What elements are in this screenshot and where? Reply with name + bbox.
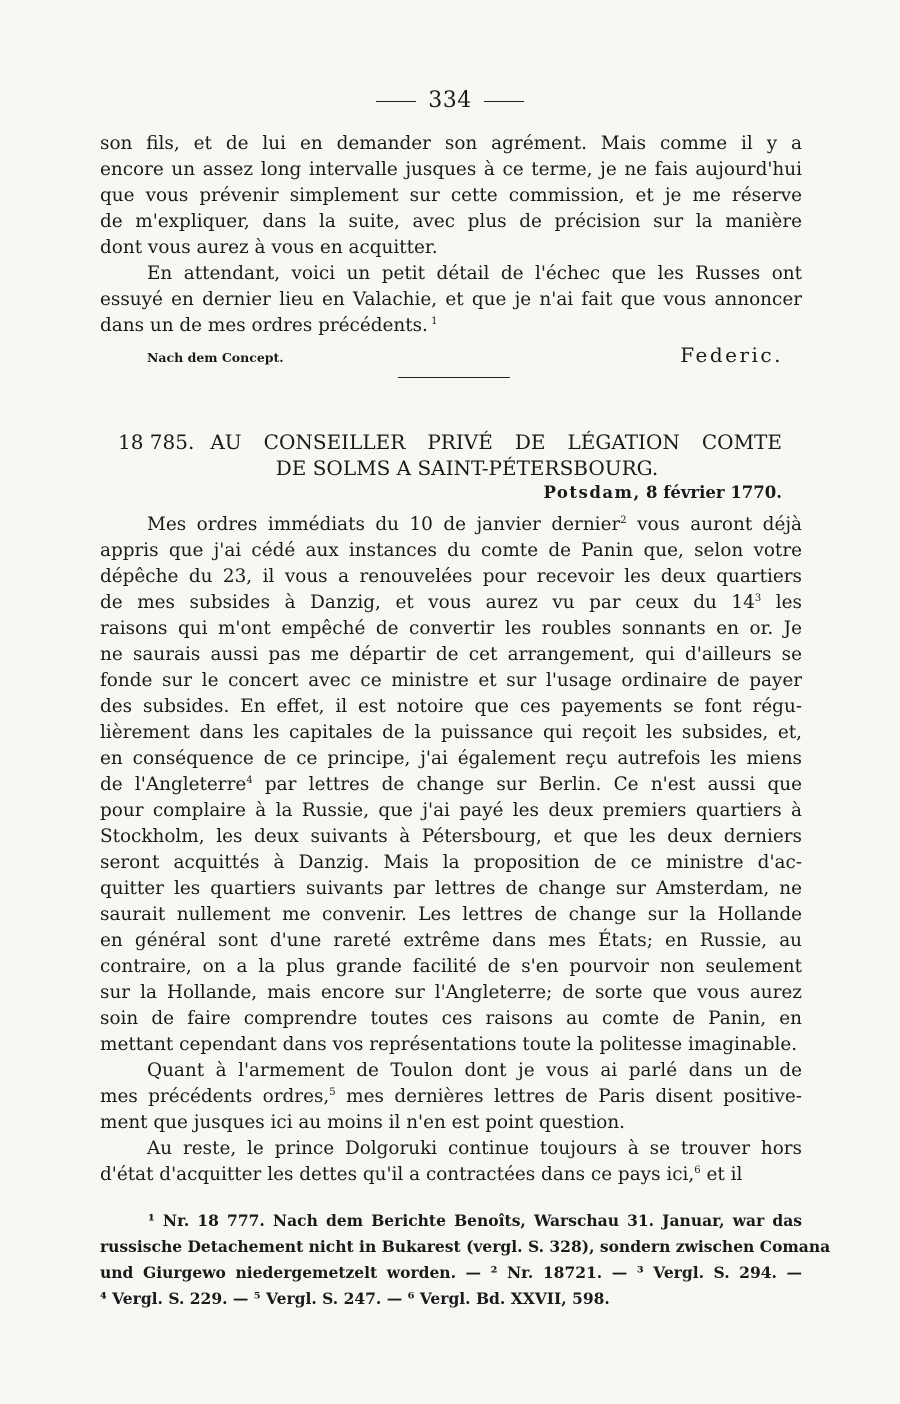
signature: Federic. [680,343,783,367]
text-line [100,157,802,183]
letter-title-line-2: DE SOLMS A SAINT-PÉTERSBOURG. [275,456,659,480]
text-line [100,287,802,313]
text-line-continuation: par lettres de change sur Berlin. Ce n'est aussi que [252,774,803,795]
page-number [0,88,900,113]
text-line [100,538,802,564]
text-line [100,798,802,824]
text-line-content: de mes subsides à Danzig, et vous aurez vu par ceux du 14 [100,592,755,613]
text-line-content: Stockholm, les deux suivants à Pétersbourg, et que les deux derniers [100,826,802,847]
text-line-content: en général sont d'une rareté extrême dans mes États; en Russie, au [100,930,802,951]
footnote-line: ⁴ Vergl. S. 229. — ⁵ Vergl. S. 247. — ⁶ Vergl. Bd. XXVII, 598. [100,1289,610,1308]
text-line [100,131,802,157]
text-line-content: essuyé en dernier lieu en Valachie, et que je n'ai fait que vous annoncer [100,289,802,310]
text-line-continuation: mes dernières lettres de Paris disent positive- [335,1086,803,1107]
text-line [100,746,802,772]
section-divider [398,377,510,378]
text-line-continuation: vous auront déjà [626,514,803,535]
text-line [100,928,802,954]
text-line-content: son fils, et de lui en demander son agrément. Mais comme il y a [100,133,802,154]
page-number-dash-left [376,101,416,102]
text-line [100,1058,802,1084]
text-line-content: de l'Angleterre [100,774,247,795]
text-line-content: raisons qui m'ont empêché de convertir les roubles sonnants en or. Je [100,618,802,639]
text-line-content: ment que jusques ici au moins il n'en est point question. [100,1112,626,1133]
text-line-continuation: et il [700,1164,743,1185]
letter-body [100,512,802,1188]
text-line-content: en conséquence de ce principe, j'ai également reçu autrefois les miens [100,748,802,769]
text-line [100,1006,802,1032]
text-line [100,1136,802,1162]
text-line-content: dans un de mes ordres précédents. [100,315,428,336]
text-line [100,313,802,339]
footnote-ref: 1 [427,316,438,327]
text-line-content: lièrement dans les capitales de la puissance qui reçoit les subsides, et, [100,722,802,743]
text-line-content: dépêche du 23, il vous a renouvelées pour recevoir les deux quartiers [100,566,802,587]
footnote-ref: 4 [246,775,253,786]
text-line [100,183,802,209]
text-line-content: de m'expliquer, dans la suite, avec plus de précision sur la manière [100,211,802,232]
text-line-content: appris que j'ai cédé aux instances du comte de Panin que, selon votre [100,540,802,561]
source-note: Nach dem Concept. [147,350,284,365]
text-line-content: saurait nullement me convenir. Les lettres de change sur la Hollande [100,904,802,925]
footnote-ref: 6 [694,1165,701,1176]
text-line-content: pour complaire à la Russie, que j'ai payé les deux premiers quartiers à [100,800,802,821]
text-line [100,694,802,720]
text-line [100,1084,802,1110]
text-line [100,980,802,1006]
text-line-content: mes précédents ordres, [100,1086,330,1107]
text-line [100,616,802,642]
text-line-content: seront acquittés à Danzig. Mais la proposition de ce ministre d'ac- [100,852,802,873]
text-line [100,772,802,798]
footnote-ref: 5 [329,1087,336,1098]
footnote-line: russische Detachement nicht in Bukarest (vergl. S. 328), sondern zwischen Comana [100,1237,831,1256]
letter-title-line-1: AU CONSEILLER PRIVÉ DE LÉGATION COMTE [210,430,782,454]
text-line-content: que vous prévenir simplement sur cette commission, et je me réserve [100,185,802,206]
text-line-content: Quant à l'armement de Toulon dont je vous ai parlé dans un de [147,1060,802,1081]
text-line [100,209,802,235]
letter-heading [118,429,782,481]
text-line-content: Mes ordres immédiats du 10 de janvier dernier [147,514,621,535]
text-line-content: contraire, on a la plus grande facilité de s'en pourvoir non seulement [100,956,802,977]
text-line-content: dont vous aurez à vous en acquitter. [100,237,438,258]
text-line [100,1032,802,1058]
footnote-line: und Giurgewo niedergemetzelt worden. — ² Nr. 18721. — ³ Vergl. S. 294. — [100,1263,802,1282]
text-line-content: fonde sur le concert avec ce ministre et sur l'usage ordinaire de payer [100,670,802,691]
footnote-ref: 2 [620,515,627,526]
text-line-content: ne saurais aussi pas me départir de cet arrangement, qui d'ailleurs se [100,644,802,665]
text-line-content: En attendant, voici un petit détail de l'échec que les Russes ont [147,263,802,284]
text-line [100,720,802,746]
dateline-place: Potsdam, [543,483,641,502]
closing-row [147,337,783,367]
text-line-content: quitter les quartiers suivants par lettres de change sur Amsterdam, ne [100,878,802,899]
letter-number: 18 785. [118,430,195,454]
text-line [100,1162,802,1188]
text-line [100,668,802,694]
text-line [100,902,802,928]
page-number-dash-right [484,101,524,102]
footnote-line: ¹ Nr. 18 777. Nach dem Berichte Benoîts, Warschau 31. Januar, war das [148,1211,802,1230]
footnotes [100,1208,831,1312]
page-number-text: 334 [428,88,472,113]
text-line [100,824,802,850]
footnote-ref: 3 [754,593,762,604]
text-line-content: d'état d'acquitter les dettes qu'il a contractées dans ce pays ici, [100,1164,695,1185]
text-line [100,642,802,668]
text-line [100,261,802,287]
text-line-content: mettant cependant dans vos représentations toute la politesse imaginable. [100,1034,798,1055]
text-line-content: Au reste, le prince Dolgoruki continue toujours à se trouver hors [147,1138,802,1159]
text-line [100,876,802,902]
text-line [100,850,802,876]
dateline-date: 8 février 1770. [646,483,782,502]
text-line-content: encore un assez long intervalle jusques à ce terme, je ne fais aujourd'hui [100,159,802,180]
text-line [100,954,802,980]
continuation-text [100,131,802,339]
text-line-content: sur la Hollande, mais encore sur l'Angleterre; de sorte que vous aurez [100,982,802,1003]
text-line [100,590,802,616]
text-line [100,1110,802,1136]
dateline [543,483,782,502]
text-line [100,564,802,590]
text-line [100,235,802,261]
text-line-continuation: les [761,592,802,613]
text-line [100,512,802,538]
text-line-content: soin de faire comprendre toutes ces raisons au comte de Panin, en [100,1008,802,1029]
text-line-content: des subsides. En effet, il est notoire que ces payements se font régu- [100,696,802,717]
